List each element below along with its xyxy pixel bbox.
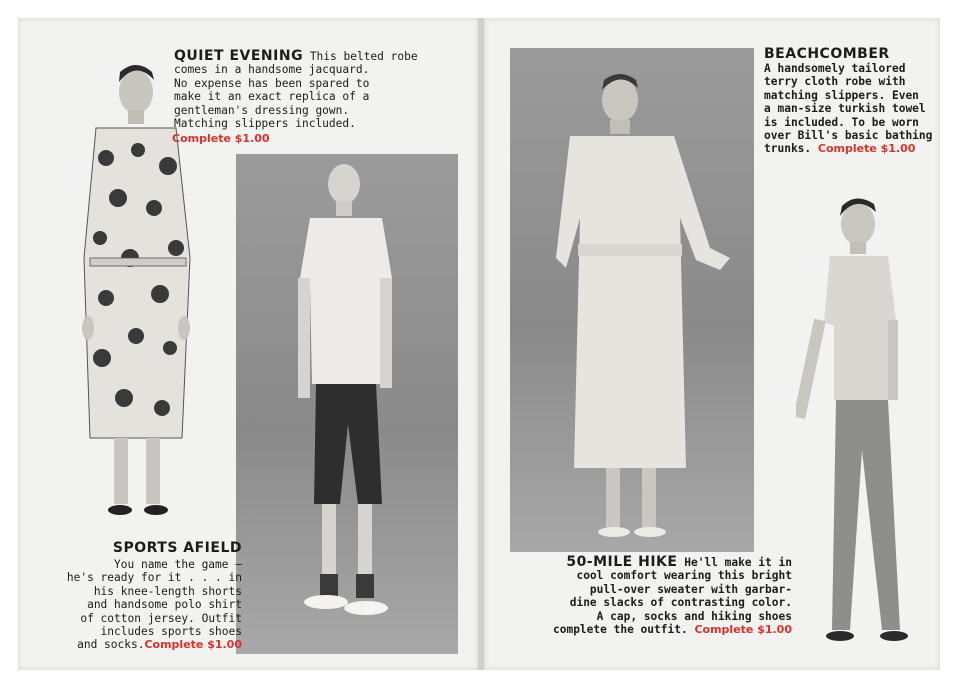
fifty-mile-hike-title: 50-MILE HIKE: [566, 554, 678, 570]
quiet-evening-line: make it an exact replica of a: [174, 90, 370, 104]
quiet-evening-line: This belted robe: [309, 50, 418, 63]
left-page: [18, 18, 478, 670]
beachcomber-line: terry cloth robe with: [764, 75, 906, 89]
quiet-evening-line: No expense has been spared to: [174, 76, 370, 90]
fifty-mile-hike-line: A cap, socks and hiking shoes: [596, 609, 792, 623]
sports-afield-title: SPORTS AFIELD: [112, 540, 242, 556]
fifty-mile-hike-figure: [796, 190, 936, 660]
sports-afield-line: of cotton jersey. Outfit: [80, 611, 242, 625]
sports-afield-text: [42, 540, 242, 652]
fifty-mile-hike-text: [532, 556, 792, 636]
sports-afield-line: You name the game —: [114, 558, 242, 571]
quiet-evening-line: Matching slippers included.: [174, 117, 356, 131]
beachcomber-line: A handsomely tailored: [764, 62, 906, 75]
quiet-evening-line: gentleman's dressing gown.: [174, 103, 350, 117]
sports-afield-photo: [236, 154, 458, 654]
sports-afield-figure: [236, 154, 458, 654]
quiet-evening-line: comes in a handsome jacquard.: [174, 63, 370, 77]
beachcomber-line: a man-size turkish towel: [764, 102, 926, 116]
beachcomber-line: is included. To be worn: [764, 115, 919, 129]
beachcomber-figure: [510, 48, 754, 552]
quiet-evening-title: QUIET EVENING: [174, 48, 304, 64]
beachcomber-line: matching slippers. Even: [764, 88, 919, 102]
beachcomber-title: BEACHCOMBER: [764, 46, 890, 62]
right-page: [484, 18, 940, 670]
sports-afield-line: and handsome polo shirt: [87, 598, 242, 612]
sports-afield-line: includes sports shoes: [100, 625, 242, 639]
sports-afield-price: Complete $1.00: [144, 638, 242, 652]
beachcomber-photo: [510, 48, 754, 552]
fifty-mile-hike-line: dine slacks of contrasting color.: [569, 596, 792, 610]
beachcomber-line: over Bill's basic bathing: [764, 129, 933, 143]
fifty-mile-hike-line: complete the outfit.: [552, 623, 688, 637]
beachcomber-line: trunks.: [764, 142, 812, 156]
fifty-mile-hike-price: Complete $1.00: [694, 623, 792, 637]
sports-afield-line: and socks.: [77, 638, 145, 652]
fifty-mile-hike-line: He'll make it in: [684, 556, 792, 569]
quiet-evening-price: Complete $1.00: [172, 132, 270, 145]
sports-afield-line: his knee-length shorts: [93, 584, 242, 598]
quiet-evening-text: [174, 50, 434, 130]
fifty-mile-hike-line: cool comfort wearing this bright: [576, 569, 792, 583]
fifty-mile-hike-line: pull-over sweater with garbar-: [589, 582, 792, 596]
sports-afield-line: he's ready for it . . . in: [66, 571, 242, 585]
beachcomber-price: Complete $1.00: [817, 142, 916, 156]
beachcomber-text: [764, 46, 934, 156]
